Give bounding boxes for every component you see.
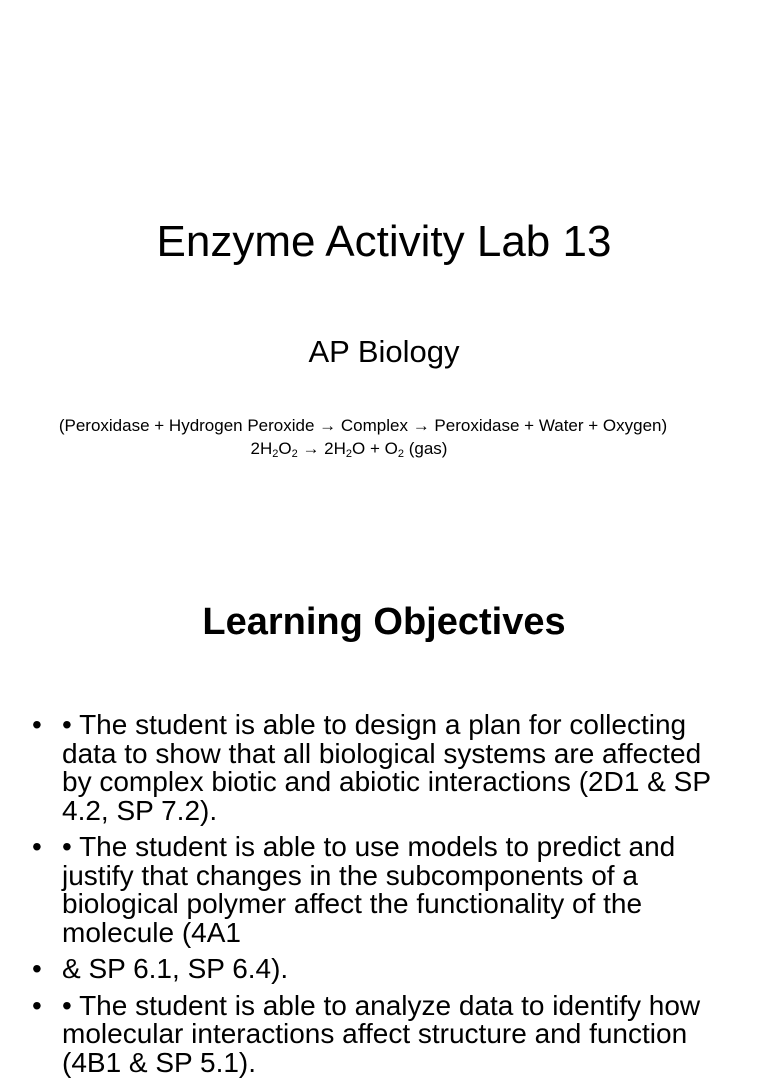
equation-subscript: 2 bbox=[397, 448, 404, 460]
slide-title: Enzyme Activity Lab 13 bbox=[156, 217, 612, 266]
bullet-marker: • bbox=[32, 989, 42, 1021]
equation-part: 2H bbox=[250, 439, 273, 458]
equation-subscript: 2 bbox=[291, 448, 298, 460]
objective-item bbox=[0, 989, 768, 1078]
objective-item bbox=[0, 711, 768, 825]
bullet-marker: • bbox=[32, 831, 42, 862]
equation-subscript: 2 bbox=[345, 448, 353, 460]
reaction-description: (Peroxidase + Hydrogen Peroxide → Complex → Peroxidase + Water + Oxygen) bbox=[58, 416, 668, 435]
equation-part: O + O bbox=[352, 439, 398, 458]
objective-text: & SP 6.1, SP 6.4). bbox=[62, 953, 289, 984]
equation-part: O bbox=[278, 439, 292, 458]
section-heading: Learning Objectives bbox=[202, 601, 566, 643]
equation-subscript: 2 bbox=[272, 448, 279, 460]
objective-text: • The student is able to analyze data to identify how molecular interactions affect structure and function (4B1 & SP 5.1). bbox=[62, 989, 701, 1078]
objective-item bbox=[0, 833, 768, 947]
objective-text: • The student is able to design a plan for collecting data to show that all biological systems are affected by complex biotic and abiotic interactions (2D1 & SP 4.2, SP 7.2). bbox=[62, 709, 711, 826]
objectives-list bbox=[0, 711, 768, 1085]
objective-text: • The student is able to use models to predict and justify that changes in the subcomponents of a biological polymer affect the functionality of the molecule (4A1 bbox=[62, 831, 676, 948]
objective-item bbox=[0, 955, 768, 984]
slide-subtitle: AP Biology bbox=[308, 334, 460, 369]
equation-part: (gas) bbox=[404, 439, 448, 458]
equation-part: → 2H bbox=[297, 439, 346, 458]
chemical-equation bbox=[0, 438, 698, 459]
bullet-marker: • bbox=[32, 709, 42, 740]
bullet-marker: • bbox=[32, 953, 42, 984]
